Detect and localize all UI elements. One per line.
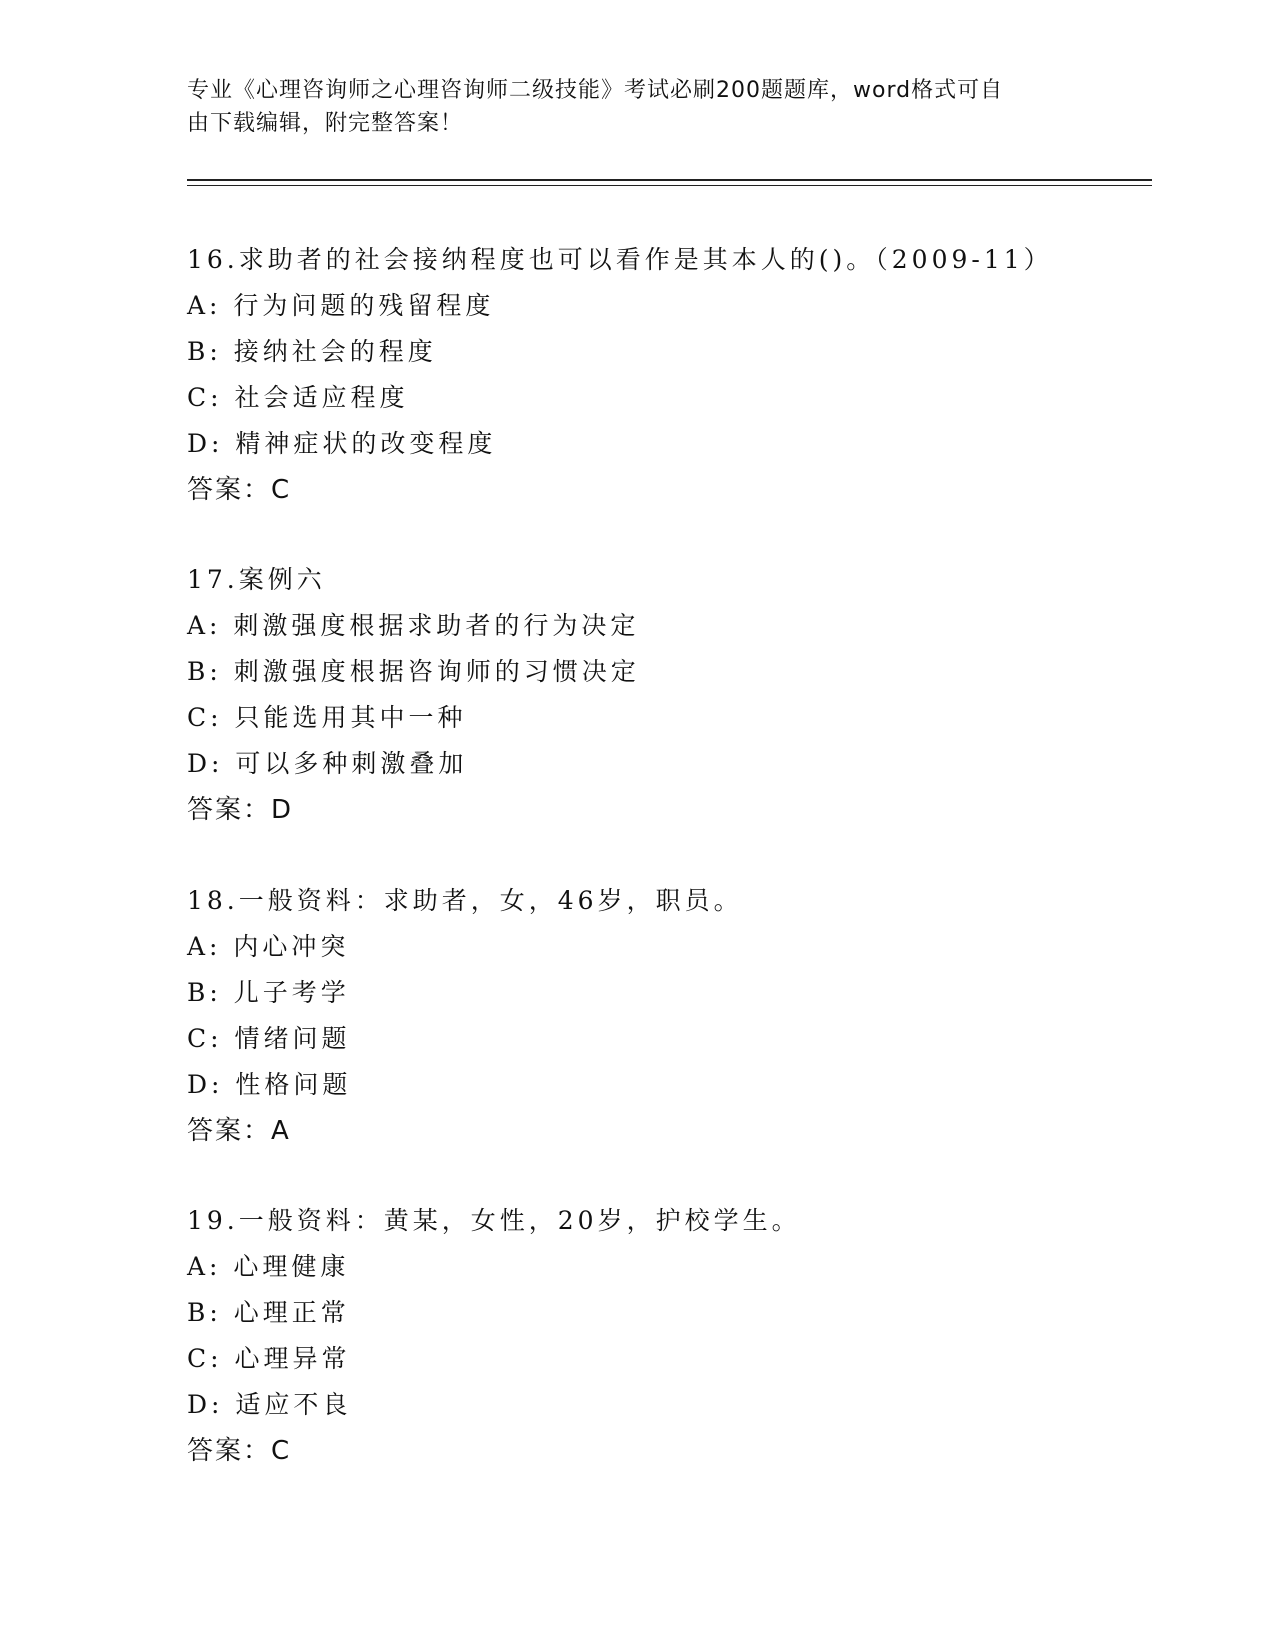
option-b: B: 心理正常: [187, 1298, 350, 1327]
option-c: C: 情绪问题: [187, 1024, 351, 1053]
question-18: [187, 878, 1147, 1154]
option-c: C: 社会适应程度: [187, 383, 409, 412]
option-d: D: 适应不良: [187, 1390, 352, 1419]
question-17: [187, 557, 1147, 833]
option-d: D: 可以多种刺激叠加: [187, 749, 468, 778]
option-a: A: 内心冲突: [187, 932, 350, 961]
option-d: D: 精神症状的改变程度: [187, 429, 497, 458]
document-header: [187, 74, 1067, 140]
question-stem: 19.一般资料：黄某，女性，20岁，护校学生。: [187, 1206, 801, 1235]
question-19: [187, 1198, 1147, 1474]
header-line-2: 由下载编辑，附完整答案！: [187, 111, 464, 136]
option-b: B: 儿子考学: [187, 978, 350, 1007]
option-c: C: 心理异常: [187, 1344, 351, 1373]
answer: 答案：C: [187, 1436, 292, 1466]
option-d: D: 性格问题: [187, 1070, 352, 1099]
option-c: C: 只能选用其中一种: [187, 703, 467, 732]
option-b: B: 接纳社会的程度: [187, 337, 437, 366]
question-stem: 17.案例六: [187, 565, 326, 594]
answer: 答案：D: [187, 795, 294, 825]
header-divider-thick: [187, 179, 1152, 181]
header-line-1: 专业《心理咨询师之心理咨询师二级技能》考试必刷200题题库，word格式可自: [187, 78, 1004, 103]
question-stem: 16.求助者的社会接纳程度也可以看作是其本人的()。（2009-11）: [187, 245, 1053, 274]
option-b: B: 刺激强度根据咨询师的习惯决定: [187, 657, 640, 686]
answer: 答案：C: [187, 475, 292, 505]
option-a: A: 刺激强度根据求助者的行为决定: [187, 611, 640, 640]
option-a: A: 行为问题的残留程度: [187, 291, 495, 320]
question-16: [187, 237, 1147, 513]
option-a: A: 心理健康: [187, 1252, 350, 1281]
answer: 答案：A: [187, 1116, 291, 1146]
header-divider-thin: [187, 185, 1152, 186]
question-stem: 18.一般资料：求助者，女，46岁，职员。: [187, 886, 743, 915]
